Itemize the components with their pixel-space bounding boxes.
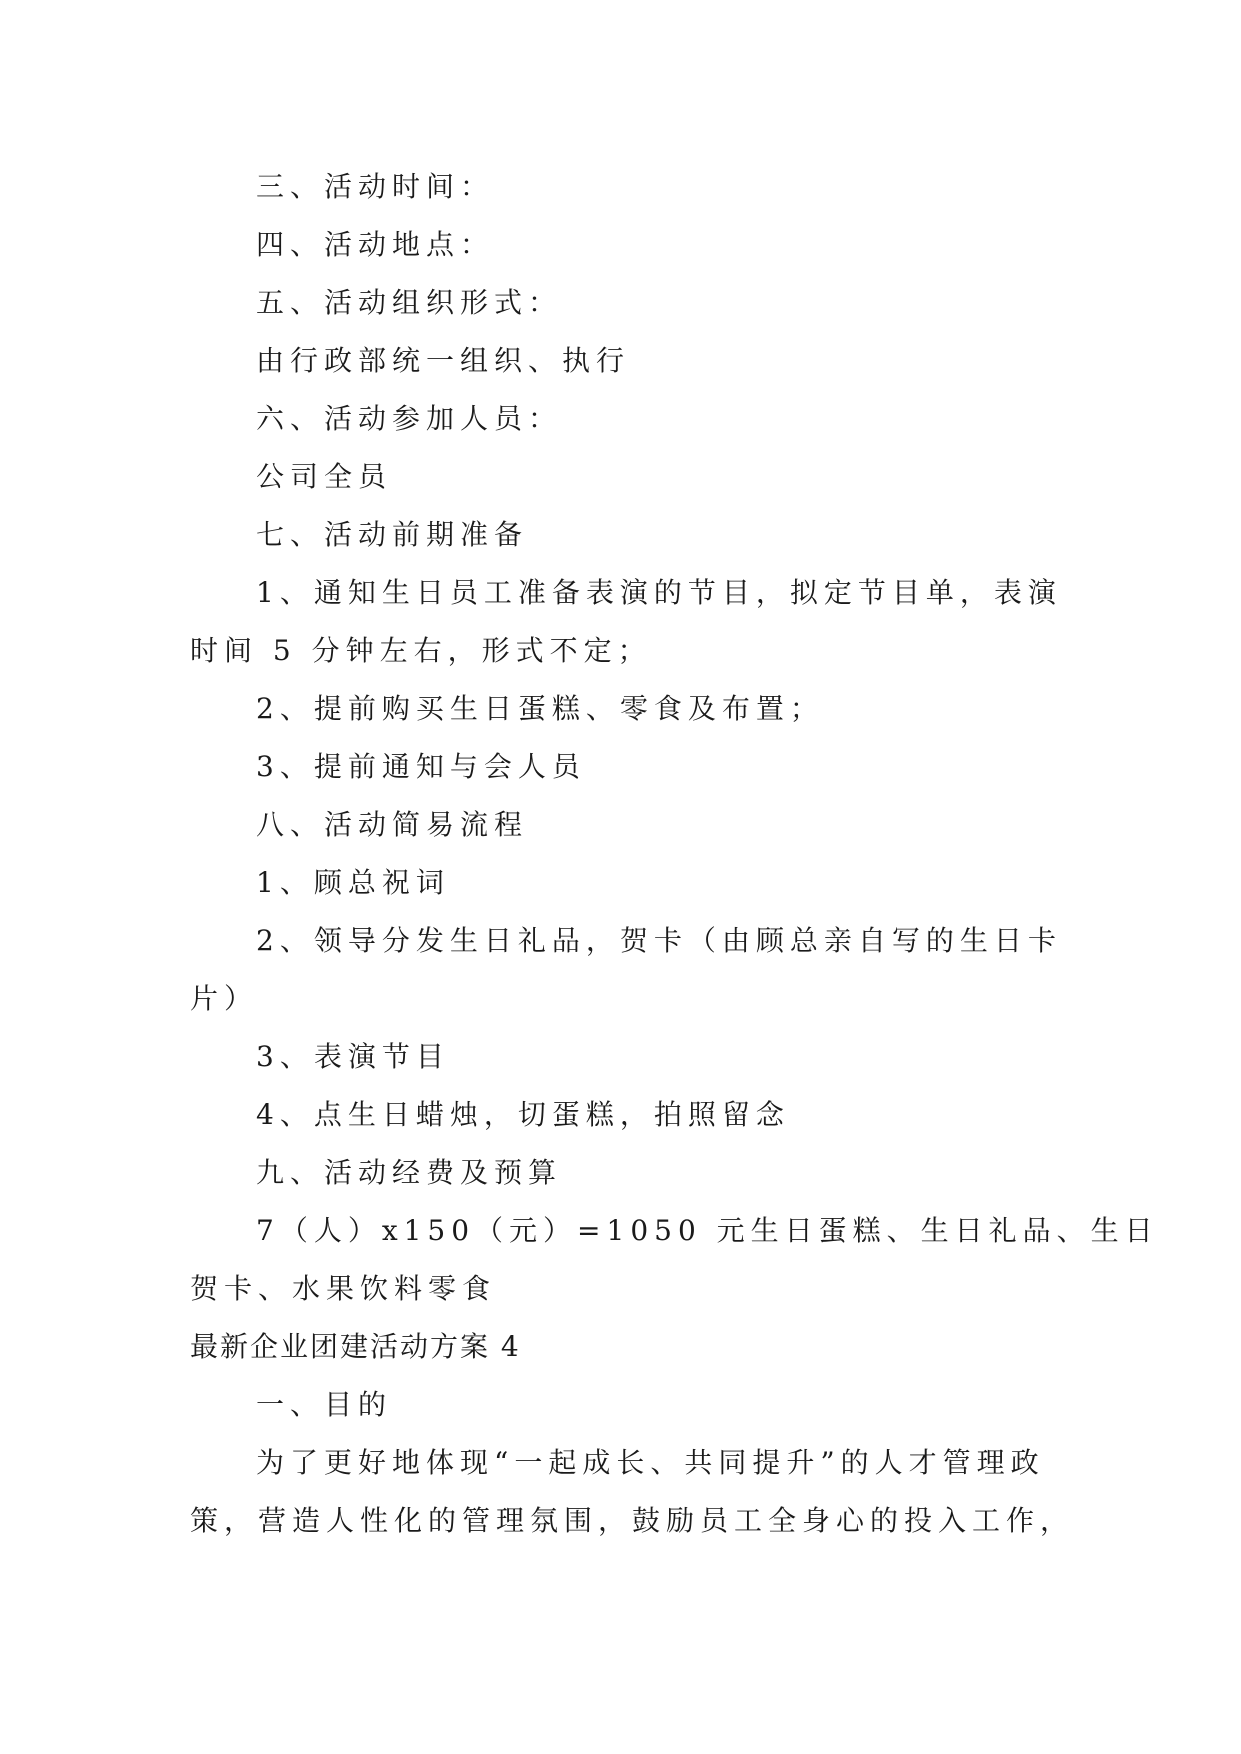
list-item: 1、通知生日员工准备表演的节目，拟定节目单，表演 bbox=[256, 576, 1062, 609]
list-item: 1、顾总祝词 bbox=[256, 866, 450, 899]
section-heading-time: 三、活动时间： bbox=[256, 170, 495, 203]
list-item: 3、表演节目 bbox=[256, 1040, 450, 1073]
document-body bbox=[190, 158, 1159, 1550]
list-item-continuation: 时间 5 分钟左右，形式不定； bbox=[190, 634, 652, 667]
list-item: 2、提前购买生日蛋糕、零食及布置； bbox=[256, 692, 824, 725]
section-heading-process: 八、活动简易流程 bbox=[256, 808, 529, 841]
list-item: 2、领导分发生日礼品，贺卡（由顾总亲自写的生日卡 bbox=[256, 924, 1062, 957]
paragraph-line: 为了更好地体现“一起成长、共同提升”的人才管理政 bbox=[256, 1446, 1045, 1479]
section-heading-preparation: 七、活动前期准备 bbox=[256, 518, 529, 551]
list-item: 4、点生日蜡烛，切蛋糕，拍照留念 bbox=[256, 1098, 790, 1131]
paragraph-line-continuation: 贺卡、水果饮料零食 bbox=[190, 1272, 497, 1305]
list-item-continuation: 片） bbox=[190, 982, 259, 1015]
paragraph-line-continuation: 策，营造人性化的管理氛围，鼓励员工全身心的投入工作， bbox=[190, 1504, 1075, 1537]
section-heading-location: 四、活动地点： bbox=[256, 228, 495, 261]
section-heading-participants: 六、活动参加人员： bbox=[256, 402, 563, 435]
plan-title: 最新企业团建活动方案 4 bbox=[190, 1330, 521, 1363]
section-heading-format: 五、活动组织形式： bbox=[256, 286, 563, 319]
section-heading-budget: 九、活动经费及预算 bbox=[256, 1156, 563, 1189]
list-item: 3、提前通知与会人员 bbox=[256, 750, 586, 783]
section-heading-purpose: 一、目的 bbox=[256, 1388, 393, 1421]
paragraph-line: 7（人）x150（元）=1050 元生日蛋糕、生日礼品、生日 bbox=[256, 1214, 1159, 1247]
paragraph-line: 由行政部统一组织、执行 bbox=[256, 344, 631, 377]
paragraph-line: 公司全员 bbox=[256, 460, 393, 493]
